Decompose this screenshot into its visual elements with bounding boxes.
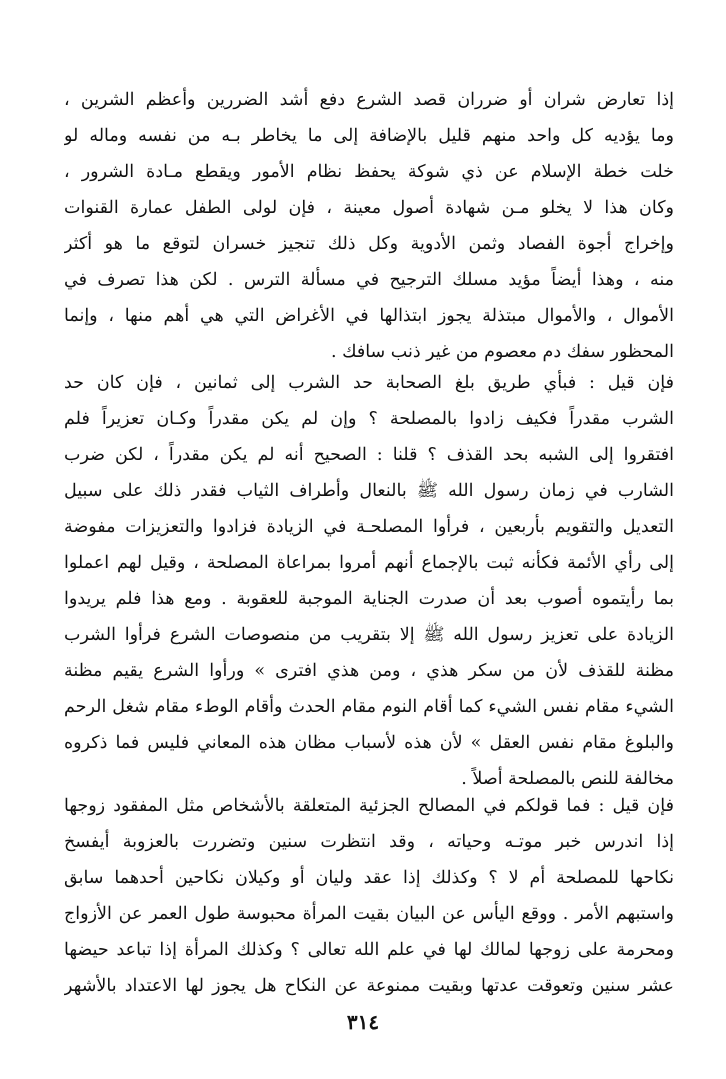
text-line: إذا اندرس خبر موتـه وحياته ، وقد انتظرت سنين وتضررت بالعزوبة أيفسخ bbox=[64, 832, 674, 852]
paragraph-2 bbox=[64, 365, 674, 797]
text-line: الزيادة على تعزيز رسول الله ﷺ إلا بتقريب من منصوصات الشرع فرأوا الشرب bbox=[64, 625, 674, 645]
text-line: الشرب مقدراً فكيف زادوا بالمصلحة ؟ وإن لم يكن مقدراً وكـان تعزيراً فلم bbox=[64, 409, 674, 429]
text-line: الشيء مقام نفس الشيء كما أقام النوم مقام الحدث وأقام الوطء مقام شغل الرحم bbox=[64, 697, 674, 717]
text-line: ومحرمة على زوجها لمالك لها في علم الله تعالى ؟ وكذلك المرأة إذا تباعد حيضها bbox=[64, 940, 674, 960]
text-line: افتقروا إلى الشبه بحد القذف ؟ قلنا : الصحيح أنه لم يكن مقدراً ، لكن ضرب bbox=[64, 445, 674, 465]
text-line: المحظور سفك دم معصوم من غير ذنب سافك . bbox=[330, 342, 674, 362]
text-line: بما رأيتموه أصوب بعد أن صدرت الجناية الموجبة للعقوبة . ومع هذا فلم يريدوا bbox=[64, 589, 674, 609]
text-line: إذا تعارض شران أو ضرران قصد الشرع دفع أشد الضررين وأعظم الشرين ، bbox=[64, 90, 674, 110]
text-line: وما يؤديه كل واحد منهم قليل بالإضافة إلى ما يخاطر بـه من نفسه وماله لو bbox=[64, 126, 674, 146]
paragraph-3 bbox=[64, 788, 674, 1004]
text-line: مخالفة للنص بالمصلحة أصلاً . bbox=[461, 769, 674, 789]
text-line: وإخراج أجوة الفصاد وثمن الأدوية وكل ذلك تنجيز خسران لتوقع ما هو أكثر bbox=[64, 234, 674, 254]
text-line: فإن قيل : فما قولكم في المصالح الجزئية المتعلقة بالأشخاص مثل المفقود زوجها bbox=[64, 796, 674, 816]
text-line: الأموال ، والأموال مبتذلة يجوز ابتذالها في الأغراض التي هي أهم منها ، وإنما bbox=[64, 306, 674, 326]
text-line: خلت خطة الإسلام عن ذي شوكة يحفظ نظام الأمور ويقطع مـادة الشرور ، bbox=[64, 162, 674, 182]
text-line: التعديل والتقويم بأربعين ، فرأوا المصلحـة في الزيادة فزادوا والتعزيزات مفوضة bbox=[64, 517, 674, 537]
text-line: وكان هذا لا يخلو مـن شهادة أصول معينة ، فإن لولى الطفل عمارة القنوات bbox=[64, 198, 674, 218]
text-line: مظنة للقذف لأن من سكر هذي ، ومن هذي افترى » ورأوا الشرع يقيم مظنة bbox=[64, 661, 674, 681]
text-line: والبلوغ مقام نفس العقل » لأن هذه لأسباب مظان هذه المعاني فليس فما ذكروه bbox=[64, 733, 674, 753]
text-line: عشر سنين وتعوقت عدتها وبقيت ممنوعة عن النكاح هل يجوز لها الاعتداد بالأشهر bbox=[64, 976, 674, 996]
text-line: واستبهم الأمر . ووقع اليأس عن البيان بقيت المرأة محبوسة طول العمر عن الأزواج bbox=[64, 904, 674, 924]
text-line: منه ، وهذا أيضاً مؤيد مسلك الترجيح في مسألة الترس . لكن هذا تصرف في bbox=[64, 270, 674, 290]
text-line: فإن قيل : فبأي طريق بلغ الصحابة حد الشرب إلى ثمانين ، فإن كان حد bbox=[64, 373, 674, 393]
page-number: ٣١٤ bbox=[346, 1010, 380, 1034]
text-line: الشارب في زمان رسول الله ﷺ بالنعال وأطراف الثياب فقدر ذلك على سبيل bbox=[64, 481, 674, 501]
paragraph-1 bbox=[64, 82, 674, 370]
text-line: نكاحها للمصلحة أم لا ؟ وكذلك إذا عقد وليان أو وكيلان نكاحين أحدهما سابق bbox=[64, 868, 674, 888]
text-line: إلى رأي الأئمة فكأنه ثبت بالإجماع أنهم أمروا بمراعاة المصلحة ، وقيل لهم اعملوا bbox=[64, 553, 674, 573]
